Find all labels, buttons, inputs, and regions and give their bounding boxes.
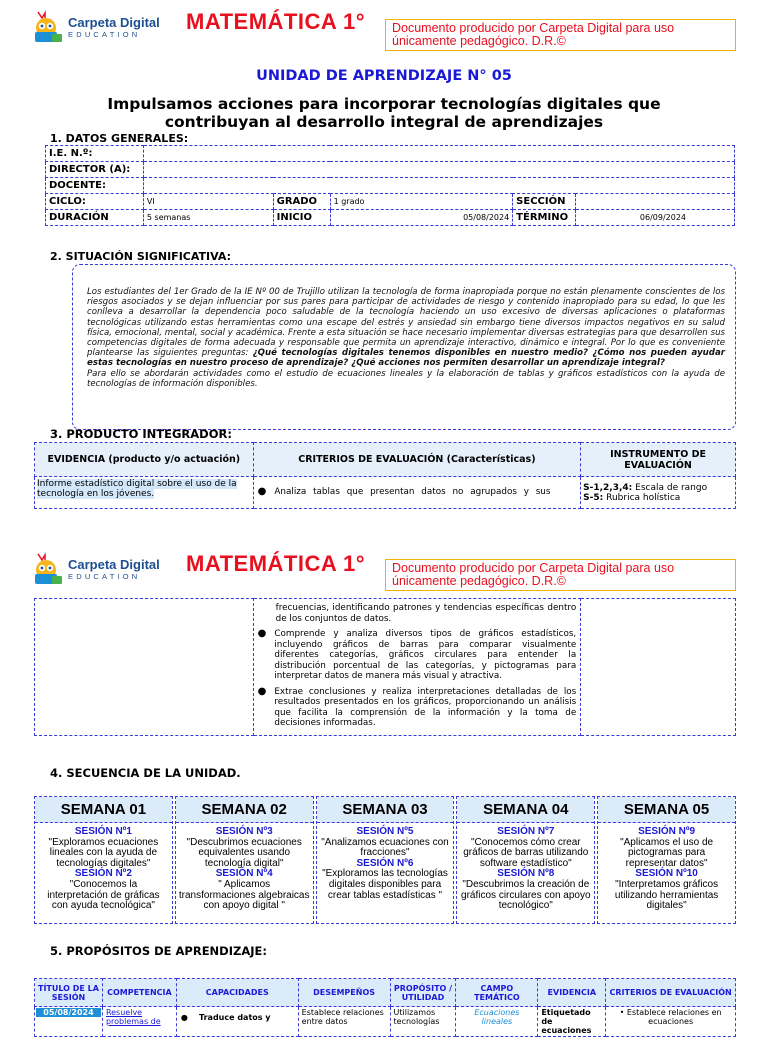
week-column: [316, 796, 455, 924]
logo-name: Carpeta Digital: [68, 556, 160, 572]
criterio-continued: frecuencias, identificando patrones y tendencias específicas dentro de los conjuntos de datos.: [275, 603, 577, 624]
bullet-icon: ●: [257, 685, 267, 697]
weeks-grid: [34, 796, 736, 924]
table-header-row: [35, 443, 736, 477]
docente-label: DOCENTE:: [46, 178, 144, 194]
table-row: [35, 1007, 736, 1037]
week-column: [175, 796, 314, 924]
table-row: [46, 194, 735, 210]
session-number: SESIÓN Nº10: [635, 868, 698, 880]
bullet-icon: ●: [180, 1013, 200, 1022]
table-row: [35, 599, 736, 736]
section-heading-situacion: 2. SITUACIÓN SIGNIFICATIVA:: [50, 250, 232, 263]
logo-sub: EDUCATION: [68, 29, 141, 39]
inicio-label: INICIO: [273, 210, 330, 226]
inicio-value[interactable]: 05/08/2024: [330, 210, 513, 226]
proposito-cell: Utilizamos tecnologías: [390, 1007, 456, 1037]
week-column: [597, 796, 736, 924]
subject-title-2: MATEMÁTICA 1°: [186, 551, 366, 576]
producto-integrador-table: [34, 442, 736, 509]
week-title: SEMANA 05: [598, 797, 735, 823]
week-title: SEMANA 04: [457, 797, 594, 823]
ciclo-label: CICLO:: [46, 194, 144, 210]
situacion-questions: ¿Qué tecnologías digitales tenemos disponibles en nuestro medio? ¿Cómo nos pueden ayudar estas tecnologías en nuestro proceso de aprendizaje? ¿Qué acciones nos permiten desarrollar un aprendizaje integral?: [87, 348, 725, 369]
desempeno-cell: Establece relaciones entre datos: [298, 1007, 390, 1037]
session-title: "Descubrimos la creación de gráficos circulares con apoyo tecnológico": [461, 878, 591, 912]
column-header: EVIDENCIA: [538, 979, 606, 1007]
logo-name: Carpeta Digital: [68, 14, 160, 30]
session-number: SESIÓN Nº2: [74, 868, 132, 880]
table-row: [46, 146, 735, 162]
campo-cell: Ecuaciones lineales: [456, 1007, 538, 1037]
column-header: TÍTULO DE LA SESIÓN: [35, 979, 103, 1007]
criterio-text: Comprende y analiza diversos tipos de gráficos estadísticos, incluyendo gráficos de barras para comparar visualmente diferentes categorías, gráficos circulares para entender la distribución porcentual de las categorías, y pictogramas para interpretar datos de manera más visual y atractiva.: [274, 629, 577, 681]
session-number: SESIÓN Nº3: [215, 826, 273, 837]
section-heading-producto: 3. PRODUCTO INTEGRADOR:: [50, 427, 232, 441]
situacion-text-box: [72, 264, 736, 430]
session-title: "Conocemos cómo crear gráficos de barras utilizando software estadístico": [463, 836, 589, 869]
capacidad-cell: Traduce datos y: [199, 1013, 271, 1022]
termino-label: TÉRMINO: [513, 210, 576, 226]
session-date: 05/08/2024: [36, 1008, 101, 1017]
column-header: DESEMPEÑOS: [298, 979, 390, 1007]
session-number: SESIÓN Nº6: [356, 857, 414, 869]
session-number: SESIÓN Nº7: [497, 826, 555, 837]
evidencia-text: Informe estadístico digital sobre el uso de la tecnología en los jóvenes.: [37, 479, 237, 499]
director-label: DIRECTOR (A):: [46, 162, 144, 178]
session-number: SESIÓN Nº9: [638, 826, 696, 837]
datos-generales-table: [45, 145, 735, 226]
session-title: "Analizamos ecuaciones con fracciones": [321, 836, 449, 859]
section-heading-propositos: 5. PROPÓSITOS DE APRENDIZAJE:: [50, 944, 267, 958]
session-number: SESIÓN Nº5: [356, 826, 414, 837]
bullet-icon: ●: [257, 628, 267, 639]
section-heading-secuencia: 4. SECUENCIA DE LA UNIDAD.: [50, 766, 241, 780]
subject-title: MATEMÁTICA 1°: [186, 9, 366, 34]
copyright-notice-2: Documento producido por Carpeta Digital para uso únicamente pedagógico. D.R.©: [385, 559, 736, 591]
termino-value[interactable]: 06/09/2024: [576, 210, 735, 226]
table-row: [46, 162, 735, 178]
column-header: PROPÓSITO / UTILIDAD: [390, 979, 456, 1007]
owl-icon: [32, 552, 64, 586]
grado-label: GRADO: [273, 194, 330, 210]
propositos-table: [34, 978, 736, 1037]
instrumento-1: S-1,2,3,4: Escala de rango: [583, 482, 708, 493]
criterio-item: [258, 629, 577, 682]
logo-sub: EDUCATION: [68, 571, 141, 581]
criterio-cell: Establece relaciones en ecuaciones: [626, 1008, 722, 1026]
criterio-item: [258, 687, 577, 729]
week-title: SEMANA 01: [35, 797, 172, 823]
table-row: [46, 178, 735, 194]
unit-title: UNIDAD DE APRENDIZAJE N° 05: [256, 68, 512, 84]
evidencia-cell: Etiquetado de ecuaciones: [538, 1007, 606, 1037]
session-title: " Aplicamos transformaciones algebraicas con apoyo digital ": [178, 878, 310, 912]
week-column: [34, 796, 173, 924]
session-title: "Conocemos la interpretación de gráficas con ayuda tecnológica": [47, 878, 160, 912]
bullet-icon: •: [619, 1008, 627, 1017]
col-criterios: CRITERIOS DE EVALUACIÓN (Características): [253, 443, 580, 477]
ie-value[interactable]: [143, 146, 734, 162]
instrumento-2: S-5: Rubrica holística: [583, 492, 681, 503]
session-number: SESIÓN Nº8: [497, 868, 555, 880]
ciclo-value[interactable]: VI: [143, 194, 273, 210]
criterio-text: Extrae conclusiones y realiza interpretaciones detalladas de los resultados presentados en los gráficos, proporcionando un análisis que facilita la comprensión de la información y la toma de decisiones informadas.: [274, 686, 577, 728]
criterio-text: Analiza tablas que presentan datos no agrupados y sus: [274, 487, 551, 498]
session-title: "Interpretamos gráficos utilizando herramientas digitales": [614, 878, 719, 912]
unit-main-title-line2: contribuyan al desarrollo integral de aprendizajes: [164, 113, 604, 131]
table-row: [35, 477, 736, 509]
criterio-item: [258, 487, 576, 498]
session-number: SESIÓN Nº4: [215, 868, 273, 880]
table-row: [46, 210, 735, 226]
carpeta-digital-logo: [32, 10, 160, 44]
col-instrumento: INSTRUMENTO DE EVALUACIÓN: [581, 443, 736, 477]
session-number: SESIÓN Nº1: [74, 826, 132, 837]
session-title: "Exploramos las tecnologías digitales disponibles para crear tablas estadísticas ": [322, 868, 448, 901]
session-title: "Aplicamos el uso de pictogramas para representar datos": [620, 836, 714, 869]
director-value[interactable]: [143, 162, 734, 178]
week-title: SEMANA 02: [176, 797, 313, 823]
copyright-notice: Documento producido por Carpeta Digital para uso únicamente pedagógico. D.R.©: [385, 19, 736, 51]
grado-value[interactable]: 1 grado: [330, 194, 513, 210]
seccion-value[interactable]: [576, 194, 735, 210]
section-heading-datos: 1. DATOS GENERALES:: [50, 132, 189, 145]
owl-icon: [32, 10, 64, 44]
column-header: COMPETENCIA: [102, 979, 176, 1007]
situacion-paragraph-2: Para ello se abordarán actividades como el estudio de ecuaciones lineales y la elaboración de tablas y gráficos estadísticos con la ayuda de tecnologías de información disponibles.: [87, 368, 725, 389]
docente-value[interactable]: [143, 178, 734, 194]
session-title: "Descubrimos ecuaciones equivalentes usando tecnología digital": [186, 836, 302, 869]
carpeta-digital-logo-2: [32, 552, 160, 586]
ie-label: I.E. N.º:: [46, 146, 144, 162]
table-header-row: [35, 979, 736, 1007]
seccion-label: SECCIÓN: [513, 194, 576, 210]
duracion-label: DURACIÓN: [46, 210, 144, 226]
session-title: "Exploramos ecuaciones lineales con la ayuda de tecnologías digitales": [48, 836, 159, 869]
column-header: CRITERIOS DE EVALUACIÓN: [606, 979, 736, 1007]
column-header: CAPACIDADES: [176, 979, 298, 1007]
week-column: [456, 796, 595, 924]
situacion-paragraph: Los estudiantes del 1er Grado de la IE Nº 00 de Trujillo utilizan la tecnología de forma inapropiada porque no están plenamente conscientes de los riesgos asociados y se dejan influenciar por sus pares para participar de actividades de riesgo y contenido inapropiado para su edad, lo que les conlleva a desarrollar la dependencia poco saludable de la tecnología haciendo un uso excesivo de diversas aplicaciones o plataformas tecnológicas utilizando estas herramientas como una escape del estrés y ansiedad sin embargo tiene diversos impactos negativos en su salud física, emocional, mental, social y académica. Frente a esta situación se hace necesario implementar diversas estrategias para que desarrollen sus competencias digitales de forma adecuada y responsable que permita un aprendizaje interactivo, dinámico e integral. Por lo que es conveniente plantearse las siguientes preguntas:: [87, 287, 725, 359]
duracion-value[interactable]: 5 semanas: [143, 210, 273, 226]
col-evidencia: EVIDENCIA (producto y/o actuación): [35, 443, 254, 477]
column-header: CAMPO TEMÁTICO: [456, 979, 538, 1007]
producto-integrador-continued: [34, 598, 736, 736]
bullet-icon: ●: [257, 486, 267, 498]
unit-main-title-line1: Impulsamos acciones para incorporar tecnologías digitales que: [107, 95, 661, 113]
competencia-cell[interactable]: Resuelve problemas de: [102, 1007, 176, 1037]
week-title: SEMANA 03: [317, 797, 454, 823]
